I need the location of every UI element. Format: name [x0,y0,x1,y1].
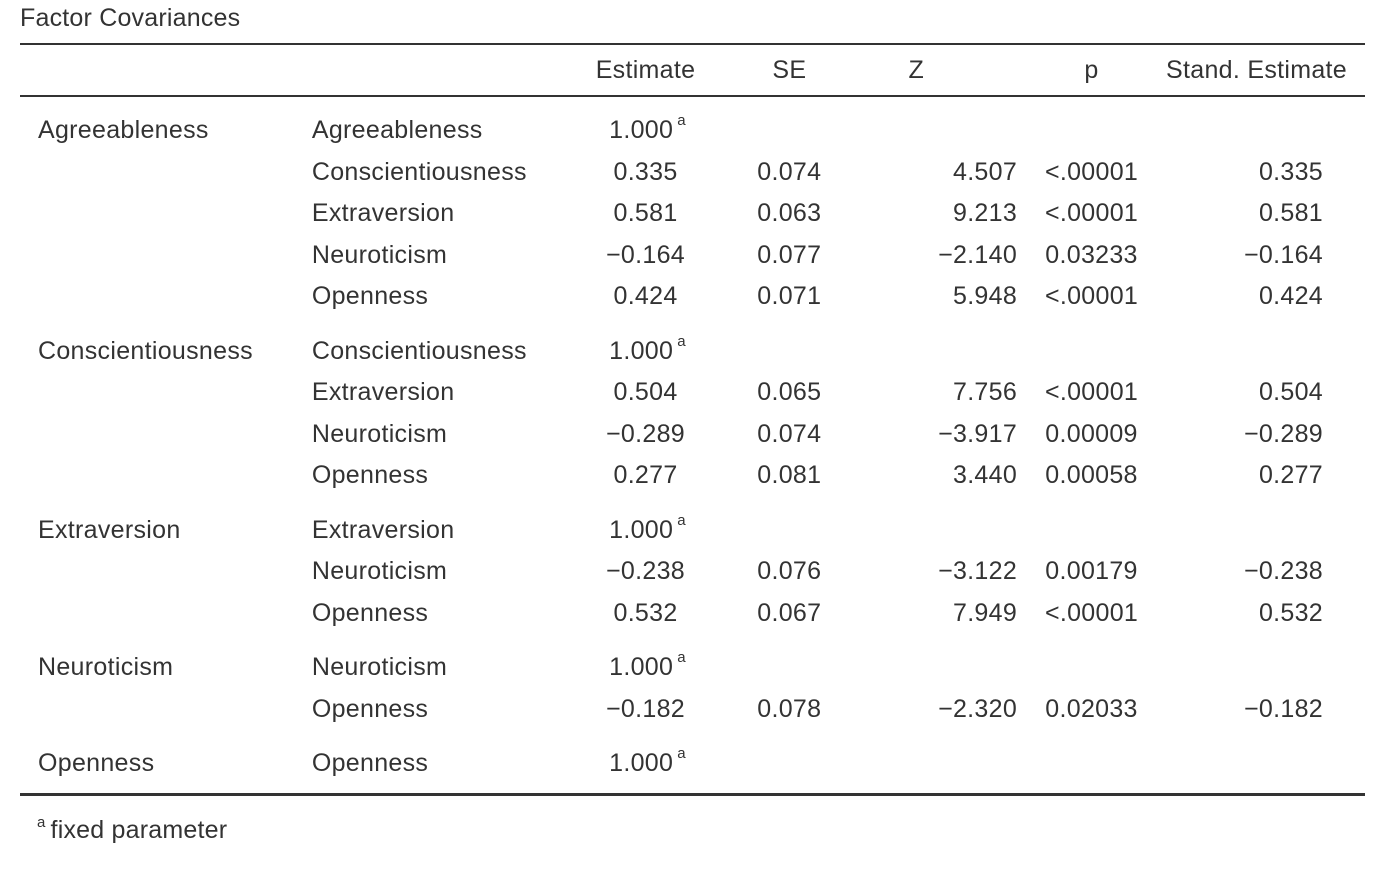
rhs-cell: Conscientiousness [311,157,527,186]
se-cell: 0.076 [757,557,822,586]
footnote-marker: a [37,814,46,831]
p-cell: 0.00009 [1045,419,1138,448]
factor-covariances-table [20,43,1365,796]
se-cell [715,331,863,373]
z-cell [864,743,1018,785]
lhs-cell [20,276,312,318]
p-cell: <.00001 [1044,378,1139,407]
estimate-value: −0.182 [606,694,685,723]
table-row [20,331,1365,373]
fixed-estimate [605,649,686,682]
footnote-text: fixed parameter [50,816,228,844]
se-cell: 0.077 [757,240,822,269]
p-cell: <.00001 [1044,282,1139,311]
fixed-estimate [605,332,686,366]
table-title: Factor Covariances [20,4,241,32]
footnote-marker: a [677,649,686,667]
lhs-cell [20,593,312,635]
table-row [20,551,1365,593]
z-cell [864,331,1018,373]
table-header-row [20,44,1365,96]
z-cell: 4.507 [952,157,1018,186]
estimate-cell [576,331,715,373]
estimate-value: 0.277 [613,461,678,490]
estimate-cell [576,551,715,593]
p-cell [1017,743,1166,785]
stand-estimate-cell [1166,647,1365,689]
z-cell: −3.917 [938,419,1018,448]
table-row [20,743,1365,785]
lhs-cell [20,193,312,235]
se-cell [715,647,863,689]
estimate-cell [576,647,715,689]
column-header-estimate: Estimate [576,44,715,96]
estimate-cell [576,110,715,152]
estimate-value: −0.164 [606,240,685,269]
footnote-marker: a [677,511,686,529]
z-cell: 7.756 [952,378,1018,407]
estimate-cell [576,510,715,552]
fixed-estimate [605,112,686,145]
rhs-cell: Neuroticism [311,240,448,269]
spacer-row [20,497,1365,510]
z-cell [864,510,1018,552]
table-row [20,276,1365,318]
estimate-cell [576,372,715,414]
lhs-cell [20,455,312,497]
se-cell: 0.074 [757,157,822,186]
estimate-cell [576,193,715,235]
column-header-stand-estimate: Stand. Estimate [1166,44,1365,96]
rhs-cell: Neuroticism [311,557,448,586]
se-cell: 0.065 [757,378,822,407]
stand-estimate-cell: 0.335 [1258,157,1323,186]
stand-estimate-cell: −0.182 [1244,694,1323,723]
fixed-estimate [605,745,686,778]
stand-estimate-cell [1166,331,1365,373]
se-cell [715,510,863,552]
rhs-cell: Extraversion [311,378,455,407]
z-cell: 3.440 [952,461,1018,490]
z-cell: −2.320 [938,694,1018,723]
estimate-cell [576,152,715,194]
stand-estimate-cell: 0.277 [1258,461,1323,490]
estimate-value: 0.504 [613,378,678,407]
z-cell [864,647,1018,689]
lhs-cell [20,689,312,731]
stand-estimate-cell [1166,110,1365,152]
estimate-value: 1.000 [609,749,674,778]
estimate-value: 0.532 [613,598,678,627]
p-cell [1017,510,1166,552]
stand-estimate-cell [1166,510,1365,552]
p-cell [1017,331,1166,373]
stand-estimate-cell: 0.581 [1258,199,1323,228]
table-row [20,593,1365,635]
footnote-marker: a [677,332,686,350]
se-cell: 0.074 [757,419,822,448]
estimate-value: 1.000 [609,515,674,544]
lhs-cell [20,152,312,194]
stand-estimate-cell: 0.424 [1258,282,1323,311]
rhs-cell: Openness [311,598,429,627]
rhs-cell: Extraversion [311,199,455,228]
z-cell: 5.948 [952,282,1018,311]
rhs-cell: Openness [311,282,429,311]
rhs-cell: Agreeableness [311,116,483,145]
lhs-cell [20,414,312,456]
p-cell: 0.00058 [1045,461,1138,490]
rhs-cell: Neuroticism [311,419,448,448]
spacer-row [20,318,1365,331]
lhs-cell [20,235,312,277]
table-row [20,152,1365,194]
table-body [20,96,1365,794]
column-header-rhs [312,44,576,96]
estimate-value: 1.000 [609,116,674,145]
se-cell: 0.078 [757,694,822,723]
lhs-cell [20,372,312,414]
stand-estimate-cell: 0.504 [1258,378,1323,407]
lhs-cell: Openness [38,749,155,778]
table-row [20,193,1365,235]
lhs-cell: Neuroticism [38,653,174,682]
table-row [20,110,1365,152]
rhs-cell: Extraversion [311,515,455,544]
z-cell [864,110,1018,152]
z-cell: 7.949 [952,598,1018,627]
estimate-cell [576,593,715,635]
lhs-cell: Agreeableness [38,116,209,145]
estimate-value: 1.000 [609,653,674,682]
p-cell: 0.03233 [1045,240,1138,269]
p-cell: <.00001 [1044,598,1139,627]
z-cell: −3.122 [938,557,1018,586]
se-cell [715,110,863,152]
estimate-cell [576,455,715,497]
estimate-value: −0.238 [606,557,685,586]
se-cell: 0.063 [757,199,822,228]
lhs-cell: Extraversion [38,515,181,544]
estimate-cell [576,743,715,785]
column-header-lhs [20,44,312,96]
column-header-se: SE [715,44,863,96]
spacer-row [20,730,1365,743]
table-row [20,647,1365,689]
table-row [20,455,1365,497]
table-row [20,414,1365,456]
p-cell: <.00001 [1044,157,1139,186]
estimate-value: 0.581 [613,199,678,228]
lhs-cell [20,551,312,593]
stand-estimate-cell [1166,743,1365,785]
estimate-value: 1.000 [609,336,674,365]
table-footnote [37,816,227,845]
estimate-value: −0.289 [606,419,685,448]
stand-estimate-cell: −0.238 [1244,557,1323,586]
estimate-value: 0.424 [613,282,678,311]
footnote-marker: a [677,112,686,130]
rhs-cell: Openness [311,694,429,723]
stand-estimate-cell: 0.532 [1258,598,1323,627]
p-cell [1017,110,1166,152]
estimate-cell [576,276,715,318]
estimate-cell [576,235,715,277]
table-row [20,689,1365,731]
rhs-cell: Conscientiousness [311,336,527,365]
stand-estimate-cell: −0.164 [1244,240,1323,269]
lhs-cell: Conscientiousness [38,336,253,365]
estimate-cell [576,689,715,731]
z-cell: 9.213 [952,199,1018,228]
footnote-marker: a [677,745,686,763]
p-cell [1017,647,1166,689]
rhs-cell: Neuroticism [311,653,448,682]
rhs-cell: Openness [311,749,429,778]
se-cell [715,743,863,785]
spacer-row [20,634,1365,647]
fixed-estimate [605,511,686,545]
p-cell: <.00001 [1044,199,1139,228]
spacer-row [20,785,1365,795]
stand-estimate-cell: −0.289 [1244,419,1323,448]
table-row [20,235,1365,277]
spacer-row [20,96,1365,110]
estimate-cell [576,414,715,456]
table-row [20,372,1365,414]
p-cell: 0.02033 [1045,694,1138,723]
column-header-z: Z [864,44,1018,96]
se-cell: 0.071 [757,282,822,311]
se-cell: 0.081 [757,461,822,490]
rhs-cell: Openness [311,461,429,490]
estimate-value: 0.335 [613,157,678,186]
se-cell: 0.067 [757,598,822,627]
z-cell: −2.140 [938,240,1018,269]
p-cell: 0.00179 [1045,557,1138,586]
column-header-p: p [1017,44,1166,96]
table-row [20,510,1365,552]
